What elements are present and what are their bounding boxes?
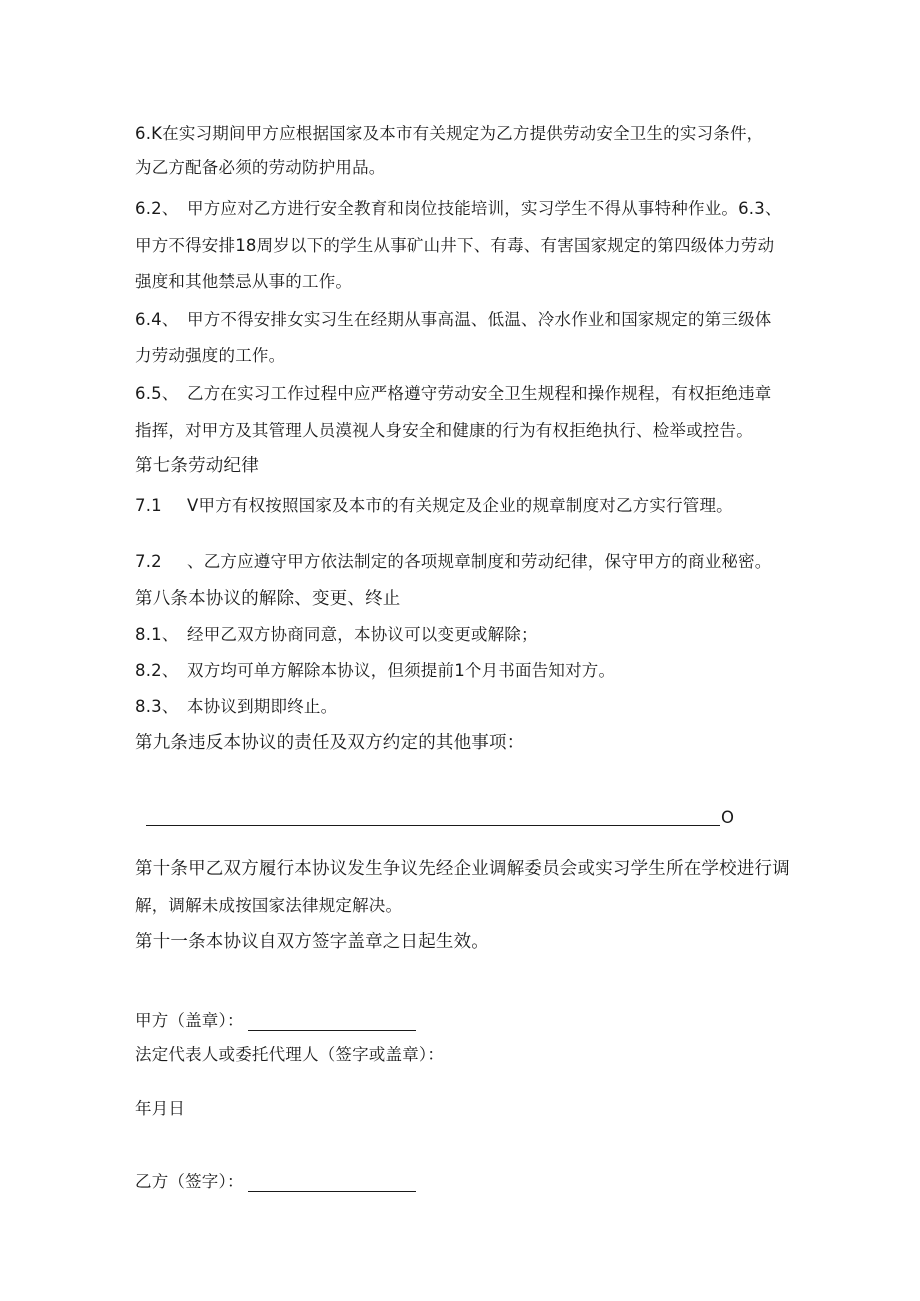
party-a-label: 甲方（盖章）： <box>135 1011 244 1030</box>
clause-8-1-text: 经甲乙双方协商同意，本协议可以变更或解除； <box>187 625 538 644</box>
date-label: 年月日 <box>135 1099 186 1118</box>
party-b-signature-line[interactable] <box>248 1175 416 1192</box>
clause-6-5-text: 乙方在实习工作过程中应严格遵守劳动安全卫生规程和操作规程，有权拒绝违章 <box>187 384 772 403</box>
clause-6-1-line-2: 为乙方配备必须的劳动防护用品。 <box>135 158 386 177</box>
clause-7-2-number: 7.2 <box>135 552 162 571</box>
article-10-line-2: 解，调解未成按国家法律规定解决。 <box>135 896 403 915</box>
clause-6-2-line-1 <box>135 199 782 219</box>
clause-7-1 <box>135 496 733 516</box>
article-10-line-1: 第十条甲乙双方履行本协议发生争议先经企业调解委员会或实习学生所在学校进行调 <box>135 859 790 879</box>
clause-6-3-line-2: 强度和其他禁忌从事的工作。 <box>135 272 353 291</box>
clause-6-5-line-2: 指挥，对甲方及其管理人员漠视人身安全和健康的行为有权拒绝执行、检举或控告。 <box>135 421 753 440</box>
clause-6-4-line-1 <box>135 310 772 330</box>
article-9-heading: 第九条违反本协议的责任及双方约定的其他事项： <box>135 733 525 753</box>
clause-8-1 <box>135 625 538 645</box>
clause-6-1-line-1: 6.K在实习期间甲方应根据国家及本市有关规定为乙方提供劳动安全卫生的实习条件， <box>135 124 764 143</box>
article-8-heading: 第八条本协议的解除、变更、终止 <box>135 589 401 609</box>
clause-8-3-text: 本协议到期即终止。 <box>187 697 338 716</box>
party-b-signature-row <box>135 1172 416 1192</box>
clause-7-1-number: 7.1 <box>135 496 162 515</box>
clause-8-2-text: 双方均可单方解除本协议，但须提前1个月书面告知对方。 <box>187 661 616 680</box>
clause-6-2-text: 甲方应对乙方进行安全教育和岗位技能培训，实习学生不得从事特种作业。6.3、 <box>187 199 782 218</box>
clause-8-2-number: 8.2、 <box>135 661 179 680</box>
party-a-signature-line[interactable] <box>248 1014 416 1031</box>
article-11: 第十一条本协议自双方签字盖章之日起生效。 <box>135 932 489 952</box>
party-b-label: 乙方（签字）： <box>135 1172 244 1191</box>
clause-7-2-text: 、乙方应遵守甲方依法制定的各项规章制度和劳动纪律，保守甲方的商业秘密。 <box>187 552 772 571</box>
party-a-signature-row <box>135 1011 416 1031</box>
article-9-fill-in-row <box>146 808 746 828</box>
clause-7-2 <box>135 552 772 572</box>
clause-6-4-text: 甲方不得安排女实习生在经期从事高温、低温、冷水作业和国家规定的第三级体 <box>187 310 772 329</box>
article-9-blank-end: O <box>721 808 734 827</box>
clause-6-3-line-1: 甲方不得安排18周岁以下的学生从事矿山井下、有毒、有害国家规定的第四级体力劳动 <box>135 236 775 255</box>
clause-8-2 <box>135 661 615 681</box>
legal-representative-label: 法定代表人或委托代理人（签字或盖章）： <box>135 1045 445 1064</box>
clause-6-4-number: 6.4、 <box>135 310 179 329</box>
article-7-heading: 第七条劳动纪律 <box>135 456 259 476</box>
clause-6-5-number: 6.5、 <box>135 384 179 403</box>
clause-8-3 <box>135 697 337 717</box>
clause-6-4-line-2: 力劳动强度的工作。 <box>135 346 286 365</box>
clause-8-1-number: 8.1、 <box>135 625 179 644</box>
clause-6-5-line-1 <box>135 384 772 404</box>
clause-8-3-number: 8.3、 <box>135 697 179 716</box>
article-9-blank-line[interactable] <box>146 825 720 826</box>
clause-6-2-number: 6.2、 <box>135 199 179 218</box>
clause-7-1-text: V甲方有权按照国家及本市的有关规定及企业的规章制度对乙方实行管理。 <box>187 496 733 515</box>
